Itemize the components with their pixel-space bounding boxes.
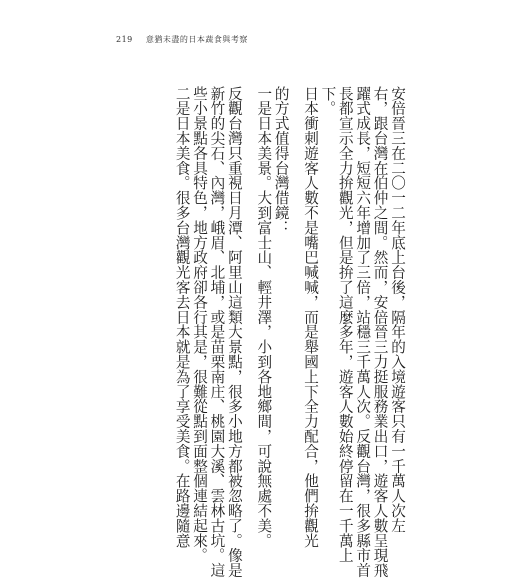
- text-column: 下。: [319, 86, 337, 116]
- text-column: 右，跟台灣在伯仲之間。然而，安倍晉三力挺服務業出口，遊客人數呈現飛: [371, 86, 389, 578]
- text-column: 反觀台灣只重視日月潭、阿里山這類大景點，很多小地方都被忽略了。像是: [225, 86, 243, 578]
- vertical-body-text: [173, 86, 406, 578]
- text-column: 二是日本美食。很多台灣觀光客去日本就是為了享受美食。在路邊隨意: [173, 86, 191, 548]
- text-column: 日本衝刺遊客人數不是嘴巴喊喊，而是舉國上下全力配合，他們拚觀光: [302, 86, 320, 548]
- book-title: 意猶未盡的日本蔬食與考察: [145, 35, 248, 44]
- running-header: [116, 34, 248, 45]
- text-column: 安倍晉三在二〇一二年底上台後，隔年的入境遊客只有一千萬人次左: [389, 86, 406, 533]
- text-column: 一是日本美景。大到富士山、輕井澤，小到各地鄉間，可說無處不美。: [255, 86, 273, 548]
- text-column: 長都宣示全力拚觀光，但是拚了這麼多年，遊客人數始終停留在一千萬上: [336, 86, 354, 563]
- text-column: 躍式成長，短短六年增加了三倍，站穩三千萬人次。反觀台灣，很多縣市首: [354, 86, 372, 578]
- text-column: 的方式值得台灣借鏡：: [272, 86, 290, 235]
- text-column: 些小景點各具特色，地方政府卻各行其是，很難從點到面整個連結起來。: [191, 86, 209, 563]
- text-column: 新竹的尖石、內灣，峨眉、北埔，或是苗栗南庄、桃園大溪、雲林古坑。這: [208, 86, 226, 578]
- page-number: 219: [116, 35, 133, 44]
